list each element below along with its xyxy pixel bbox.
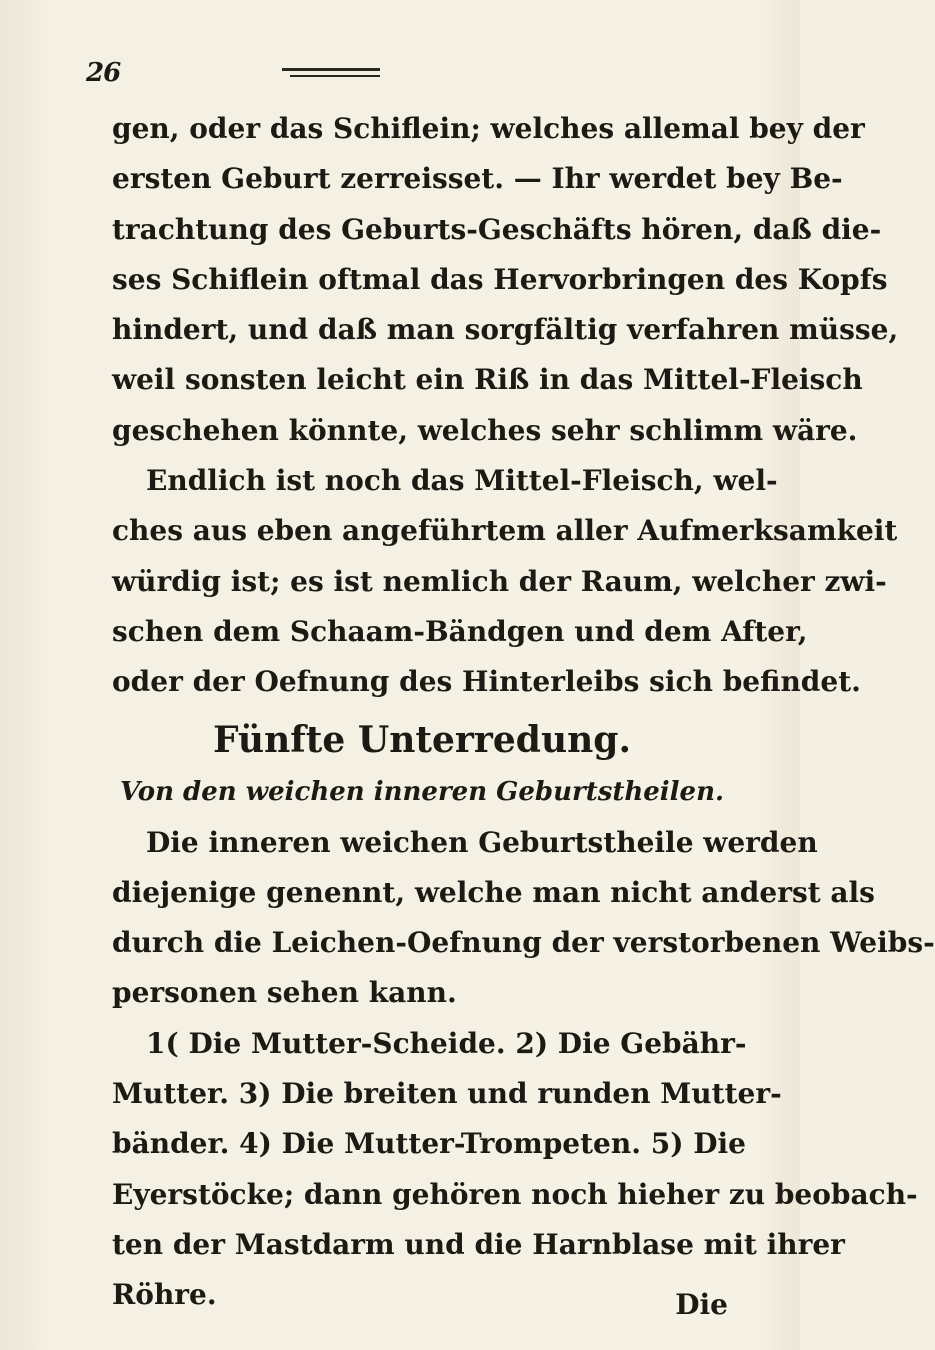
text-line: ten der Mastdarm und die Harnblase mit ihrer: [112, 1227, 845, 1261]
text-line: gen, oder das Schiflein; welches allemal bey der: [112, 112, 865, 145]
text-line: durch die Leichen-Oefnung der verstorbenen Weibs-: [112, 926, 935, 960]
text-line: ersten Geburt zerreisset. — Ihr werdet bey Be-: [112, 162, 843, 196]
text-line: geschehen könnte, welches sehr schlimm wäre.: [112, 413, 858, 447]
text-line: bänder. 4) Die Mutter-Trompeten. 5) Die: [112, 1127, 746, 1161]
text-line: diejenige genennt, welche man nicht anderst als: [112, 875, 875, 909]
text-line: Röhre.: [112, 1278, 217, 1312]
text-line: oder der Oefnung des Hinterleibs sich befindet.: [112, 665, 861, 699]
text-line: trachtung des Geburts-Geschäfts hören, daß die-: [112, 212, 882, 246]
page-header: [86, 58, 726, 98]
header-rule: [282, 68, 380, 71]
text-line: hindert, und daß man sorgfältig verfahren müsse,: [112, 313, 899, 347]
header-rule-secondary: [290, 75, 380, 77]
text-line: weil sonsten leicht ein Riß in das Mittel-Fleisch: [112, 363, 863, 397]
text-line: schen dem Schaam-Bändgen und dem After,: [112, 614, 808, 648]
page-number: 26: [86, 58, 121, 88]
text-line: Eyerstöcke; dann gehören noch hieher zu beobach-: [112, 1177, 918, 1211]
text-line: ches aus eben angeführtem aller Aufmerksamkeit: [112, 514, 898, 548]
body-text: [112, 104, 935, 1321]
paragraph-schiflein: [112, 104, 899, 456]
text-line: personen sehen kann.: [112, 976, 457, 1010]
paragraph-mittel-fleisch: [112, 456, 898, 707]
text-line: ses Schiflein oftmal das Hervorbringen des Kopfs: [112, 262, 888, 296]
text-line: würdig ist; es ist nemlich der Raum, welcher zwi-: [112, 564, 887, 598]
text-line: Mutter. 3) Die breiten und runden Mutter-: [112, 1077, 782, 1111]
section-heading: Fünfte Unterredung.: [213, 718, 631, 761]
text-line: Endlich ist noch das Mittel-Fleisch, wel-: [146, 464, 778, 498]
paragraph-list: [112, 1019, 918, 1321]
section-subheading: Von den weichen inneren Geburtstheilen.: [119, 776, 725, 807]
catchword: Die: [675, 1288, 728, 1321]
text-line: Die inneren weichen Geburtstheile werden: [146, 825, 818, 859]
text-line: 1( Die Mutter-Scheide. 2) Die Gebähr-: [146, 1026, 747, 1060]
paragraph-definition: [112, 818, 935, 1019]
